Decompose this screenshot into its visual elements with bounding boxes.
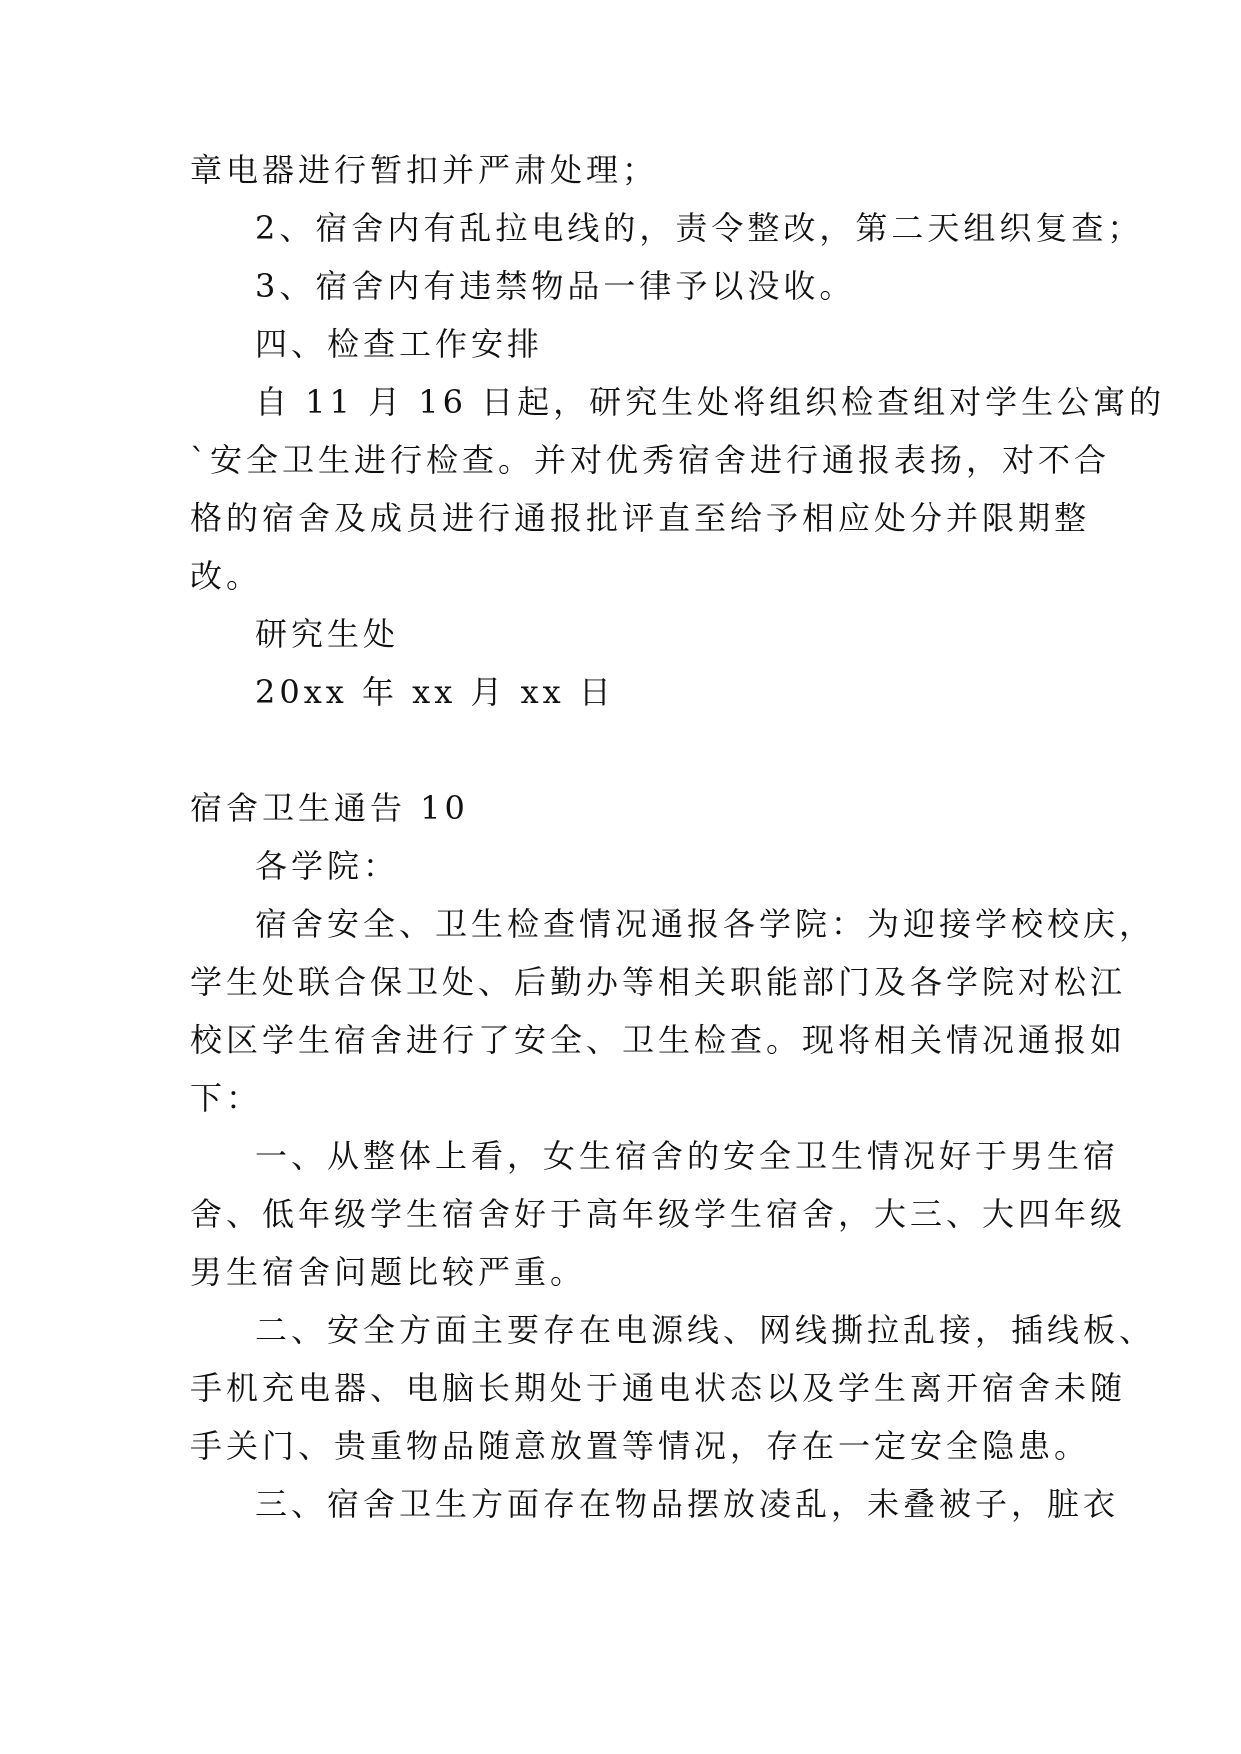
salutation: 各学院： bbox=[255, 847, 400, 885]
text-line: 一、从整体上看，女生宿舍的安全卫生情况好于男生宿 bbox=[255, 1137, 1120, 1175]
text-line: `安全卫生进行检查。并对优秀宿舍进行通报表扬，对不合 bbox=[190, 441, 1111, 479]
text-line: 舍、低年级学生宿舍好于高年级学生宿舍，大三、大四年级 bbox=[190, 1195, 1127, 1233]
text-line: 男生宿舍问题比较严重。 bbox=[190, 1253, 587, 1291]
text-line: 自 11 月 16 日起，研究生处将组织检查组对学生公寓的 bbox=[255, 383, 1166, 421]
text-line: 章电器进行暂扣并严肃处理； bbox=[190, 151, 659, 189]
signature-office: 研究生处 bbox=[255, 615, 400, 653]
text-line: 宿舍安全、卫生检查情况通报各学院：为迎接学校校庆， bbox=[255, 905, 1156, 943]
text-line: 格的宿舍及成员进行通报批评直至给予相应处分并限期整 bbox=[190, 499, 1091, 537]
text-line: 下： bbox=[190, 1079, 263, 1117]
text-line: 2、宿舍内有乱拉电线的，责令整改，第二天组织复查； bbox=[255, 209, 1144, 247]
text-line: 3、宿舍内有违禁物品一律予以没收。 bbox=[255, 267, 856, 305]
text-line: 手关门、贵重物品随意放置等情况，存在一定安全隐患。 bbox=[190, 1427, 1091, 1465]
notice-title: 宿舍卫生通告 10 bbox=[190, 789, 469, 827]
text-line: 校区学生宿舍进行了安全、卫生检查。现将相关情况通报如 bbox=[190, 1021, 1127, 1059]
text-line: 改。 bbox=[190, 557, 263, 595]
text-line: 三、宿舍卫生方面存在物品摆放凌乱，未叠被子，脏衣 bbox=[255, 1485, 1120, 1523]
section-heading: 四、检查工作安排 bbox=[255, 325, 544, 363]
text-line: 学生处联合保卫处、后勤办等相关职能部门及各学院对松江 bbox=[190, 963, 1127, 1001]
text-line: 二、安全方面主要存在电源线、网线撕拉乱接，插线板、 bbox=[255, 1311, 1156, 1349]
text-line: 手机充电器、电脑长期处于通电状态以及学生离开宿舍未随 bbox=[190, 1369, 1127, 1407]
signature-date: 20xx 年 xx 月 xx 日 bbox=[255, 673, 615, 711]
